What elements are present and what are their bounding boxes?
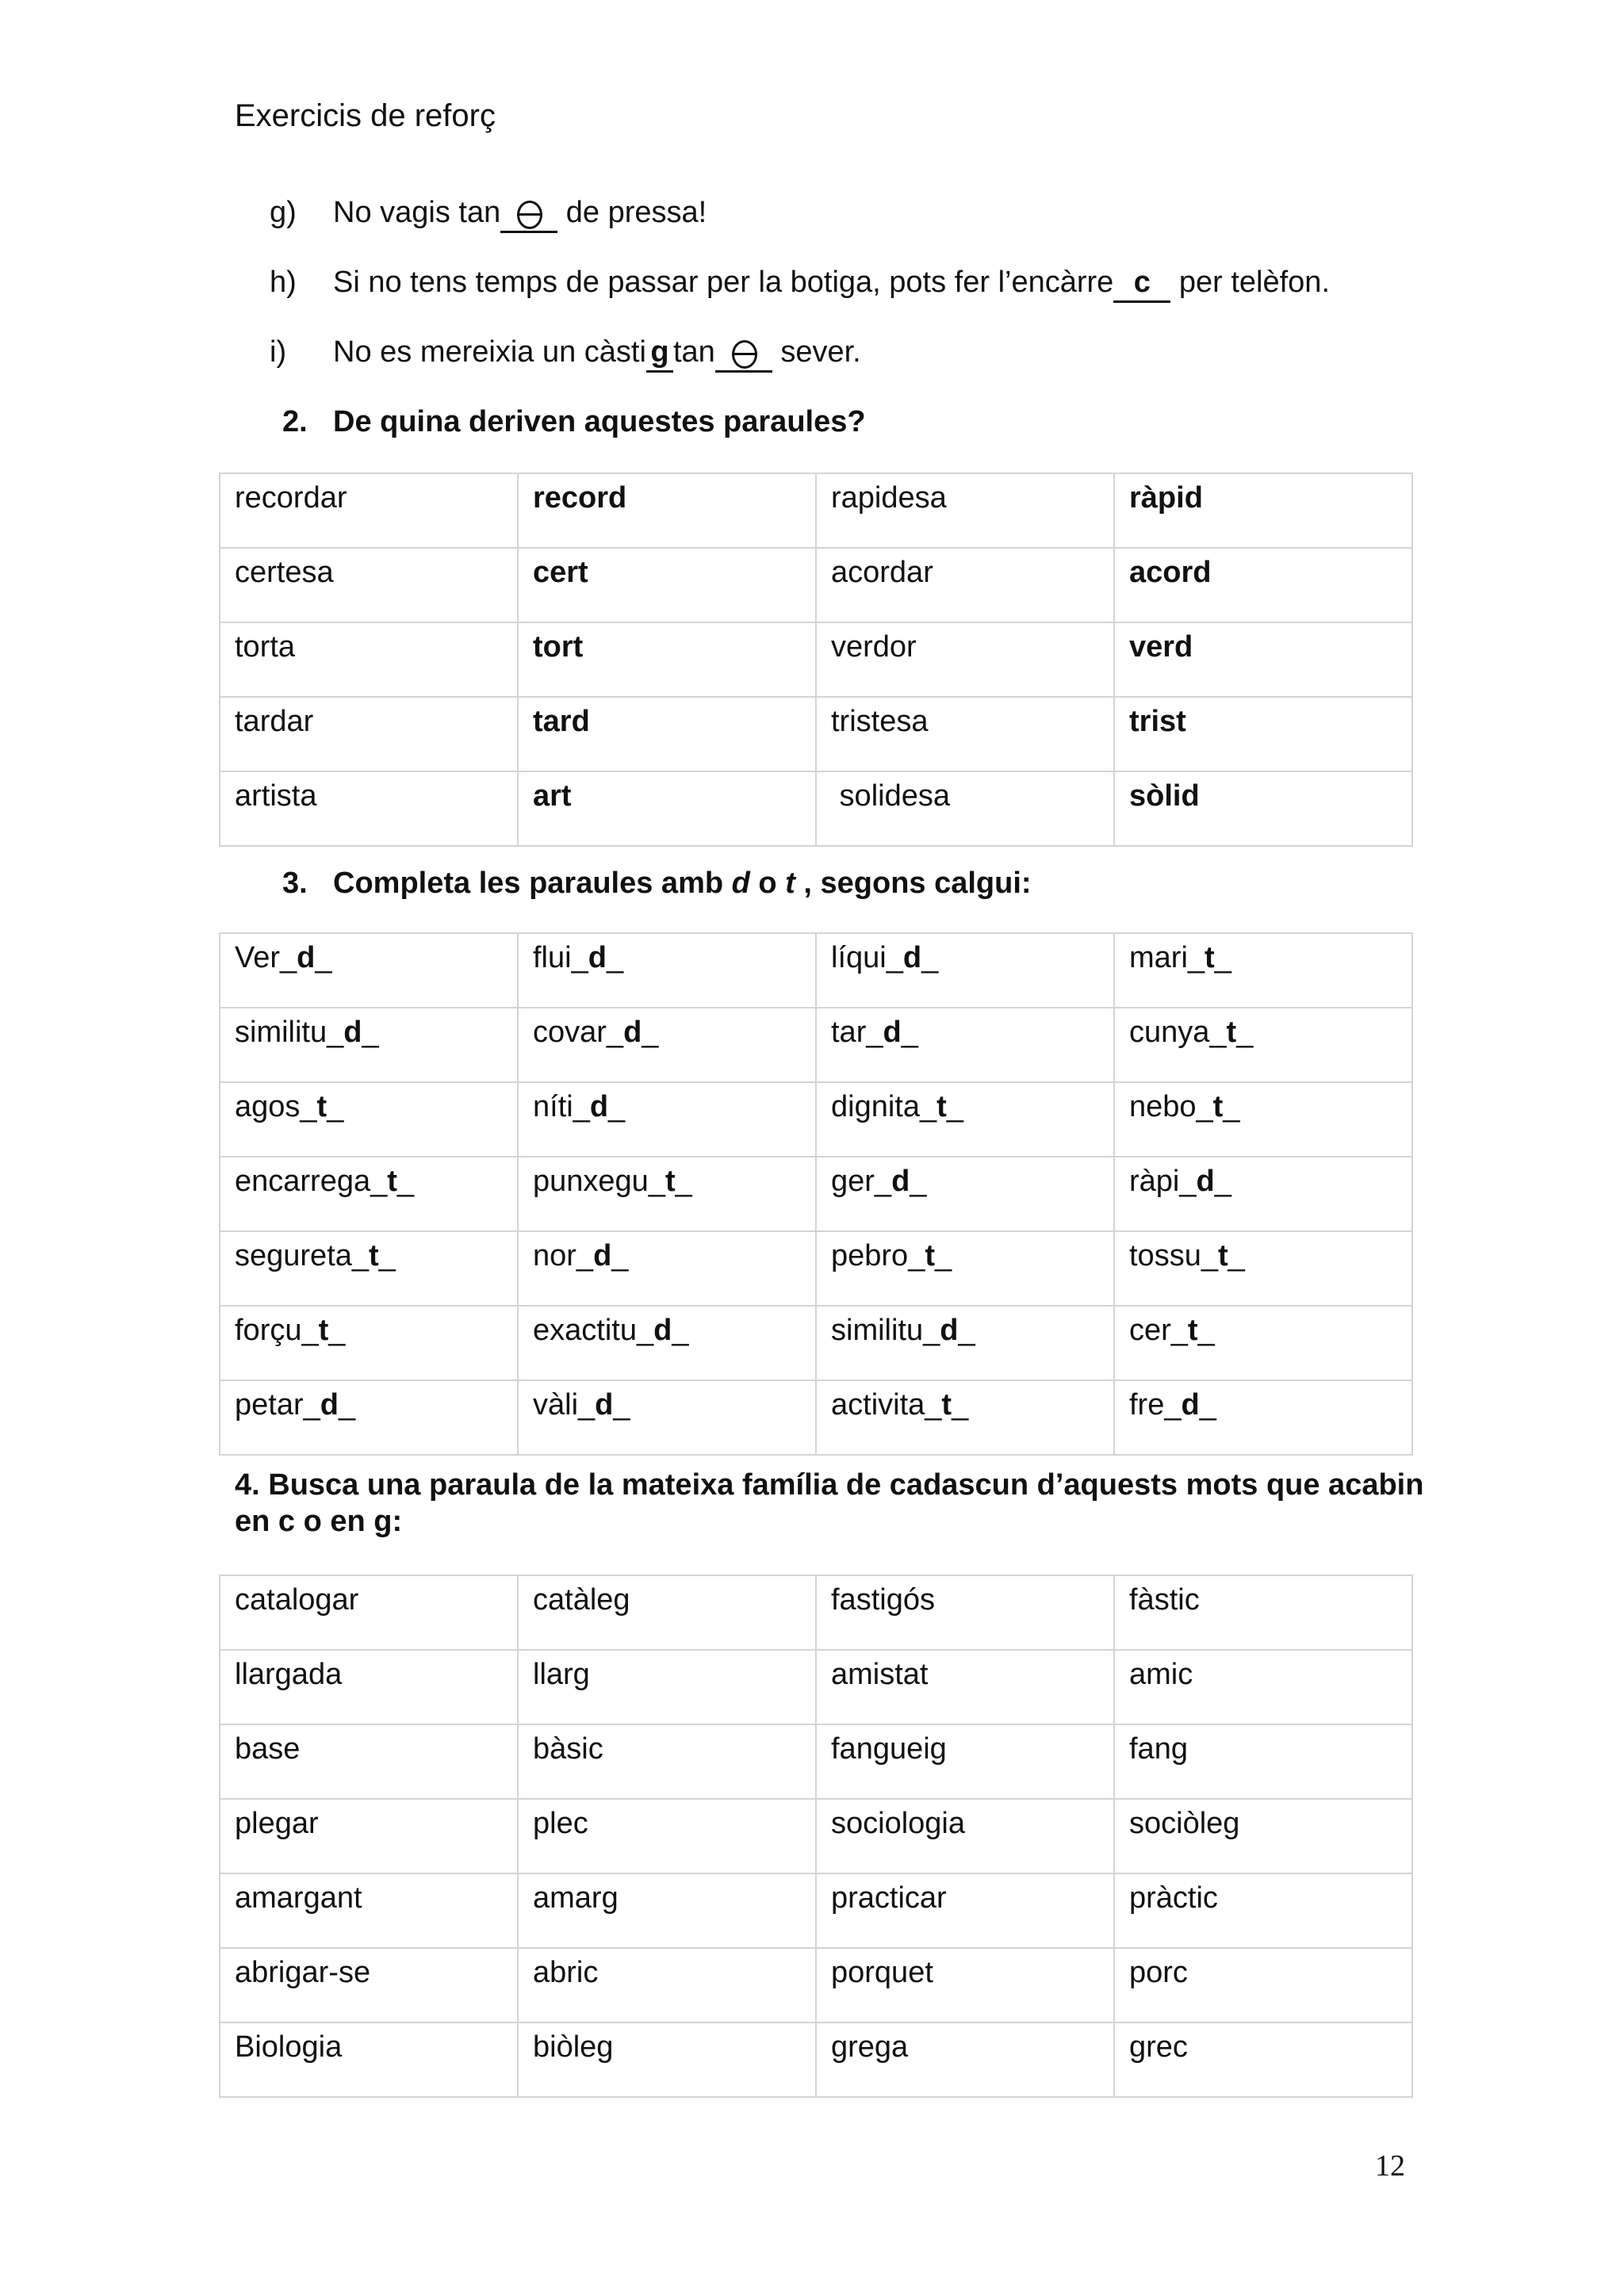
word-stem: cer_	[1129, 1314, 1188, 1347]
item-text-after: sever.	[772, 335, 861, 369]
word-cell: amargant	[220, 1873, 518, 1948]
answer-cell[interactable]: ràpid	[1114, 473, 1412, 548]
fill-word-cell[interactable]	[816, 933, 1114, 1008]
answer-letter: t	[1212, 1090, 1224, 1123]
word-stem: Ver_	[235, 941, 297, 974]
answer-letter: t	[316, 1090, 327, 1123]
word-cell: base	[220, 1724, 518, 1799]
answer-cell[interactable]: cert	[518, 548, 816, 622]
answer-cell[interactable]: fàstic	[1114, 1575, 1412, 1650]
word-stem: ger_	[831, 1165, 892, 1198]
item-text-before: Si no tens temps de passar per la botiga, pots fer l’encàrre	[333, 266, 1114, 299]
answer-cell[interactable]: amic	[1114, 1650, 1412, 1724]
table-row	[220, 1724, 1412, 1799]
table-row	[220, 473, 1412, 548]
section-number: 2.	[282, 405, 308, 438]
word-stem: cunya_	[1129, 1016, 1227, 1049]
answer-letter: d	[623, 1016, 642, 1049]
answer-cell[interactable]: tort	[518, 622, 816, 697]
word-suffix: _	[642, 1016, 659, 1049]
word-suffix: _	[362, 1016, 379, 1049]
fill-word-cell[interactable]	[220, 1306, 518, 1380]
word-suffix: _	[396, 1165, 415, 1198]
table-row	[220, 622, 1412, 697]
answer-letter: t	[369, 1239, 379, 1272]
section3-heading	[282, 864, 1032, 902]
fill-word-cell[interactable]	[1114, 1082, 1412, 1157]
answer-blank[interactable]: g	[646, 334, 673, 373]
table-row	[220, 1306, 1412, 1380]
item-text-before: No vagis tan	[333, 196, 501, 229]
table-row	[220, 1873, 1412, 1948]
section-title-a: Completa les paraules amb	[333, 867, 732, 900]
table-row	[220, 1157, 1412, 1231]
table-row	[220, 1380, 1412, 1455]
table-row	[220, 1948, 1412, 2022]
answer-cell[interactable]: trist	[1114, 697, 1412, 771]
item-text	[333, 260, 1330, 304]
table-row	[220, 1231, 1412, 1306]
word-family-table	[219, 1575, 1413, 2098]
word-cell: porquet	[816, 1948, 1114, 2022]
fill-word-cell[interactable]	[816, 1306, 1114, 1380]
word-stem: encarrega_	[235, 1165, 388, 1198]
section-title-o: o	[749, 867, 786, 900]
word-stem: petar_	[235, 1388, 320, 1422]
answer-letter: d	[343, 1016, 362, 1049]
fill-word-cell[interactable]	[220, 1157, 518, 1231]
word-suffix: _	[1223, 1090, 1240, 1123]
answer-cell[interactable]: art	[518, 771, 816, 846]
fill-word-cell[interactable]	[220, 933, 518, 1008]
empty-set-mark	[515, 201, 542, 228]
word-cell: fastigós	[816, 1575, 1114, 1650]
word-suffix: _	[1214, 941, 1231, 974]
word-suffix: _	[608, 1090, 626, 1123]
word-suffix: _	[1214, 1165, 1231, 1198]
word-suffix: _	[338, 1388, 356, 1422]
answer-blank[interactable]	[500, 194, 557, 233]
fill-word-cell[interactable]	[220, 1380, 518, 1455]
word-suffix: _	[315, 941, 332, 974]
answer-cell[interactable]: grec	[1114, 2022, 1412, 2097]
word-stem: dignita_	[831, 1090, 937, 1123]
answer-letter: t	[941, 1388, 952, 1422]
answer-letter: t	[1226, 1016, 1237, 1049]
d-or-t-table	[219, 932, 1413, 1456]
word-suffix: _	[901, 1016, 918, 1049]
word-suffix: _	[1236, 1016, 1254, 1049]
answer-cell[interactable]: verd	[1114, 622, 1412, 697]
table-row	[220, 1575, 1412, 1650]
table-row	[220, 1799, 1412, 1873]
word-cell: verdor	[816, 622, 1114, 697]
fill-word-cell[interactable]	[220, 1231, 518, 1306]
word-stem: punxegu_	[533, 1165, 665, 1198]
fill-word-cell[interactable]	[1114, 1231, 1412, 1306]
answer-letter: d	[320, 1388, 339, 1422]
answer-letter: d	[940, 1314, 959, 1347]
table-row	[220, 771, 1412, 846]
word-stem: activita_	[831, 1388, 942, 1422]
answer-letter: t	[925, 1239, 935, 1272]
table-row	[220, 697, 1412, 771]
answer-cell[interactable]: sòlid	[1114, 771, 1412, 846]
word-suffix: _	[952, 1388, 969, 1422]
table-row	[220, 1082, 1412, 1157]
word-suffix: _	[611, 1239, 629, 1272]
section-title: De quina deriven aquestes paraules?	[333, 405, 866, 438]
answer-letter: t	[1205, 941, 1215, 974]
word-suffix: _	[675, 1165, 692, 1198]
answer-letter: d	[593, 1239, 612, 1272]
answer-cell[interactable]: amarg	[518, 1873, 816, 1948]
fill-word-cell[interactable]	[518, 1008, 816, 1082]
word-suffix: _	[946, 1090, 963, 1123]
word-cell: practicar	[816, 1873, 1114, 1948]
word-stem: tossu_	[1129, 1239, 1218, 1272]
answer-letter: d	[1196, 1165, 1215, 1198]
answer-cell[interactable]: bàsic	[518, 1724, 816, 1799]
table-row	[220, 933, 1412, 1008]
answer-cell[interactable]: porc	[1114, 1948, 1412, 2022]
fill-word-cell[interactable]	[1114, 1306, 1412, 1380]
derivation-table	[219, 473, 1413, 847]
answer-letter: d	[588, 941, 607, 974]
fill-word-cell[interactable]	[518, 1380, 816, 1455]
fill-word-cell[interactable]	[1114, 1008, 1412, 1082]
fill-word-cell[interactable]	[518, 933, 816, 1008]
word-cell: amistat	[816, 1650, 1114, 1724]
answer-letter: t	[387, 1165, 397, 1198]
word-suffix: _	[921, 941, 939, 974]
answer-blank[interactable]	[715, 334, 772, 373]
page-number: 12	[1375, 2149, 1405, 2183]
section4-heading: 4. Busca una paraula de la mateixa família de cadascun d’aquests mots que acabin en c o en g:	[235, 1468, 1424, 1538]
word-stem: nor_	[533, 1239, 594, 1272]
fill-word-cell[interactable]	[518, 1157, 816, 1231]
answer-letter: d	[902, 941, 922, 974]
item-text-middle: tan	[672, 335, 715, 369]
section-title-t: t	[785, 867, 795, 900]
item-text-after: per telèfon.	[1170, 266, 1330, 299]
word-stem: vàli_	[533, 1388, 596, 1422]
table-row	[220, 548, 1412, 622]
word-suffix: _	[613, 1388, 630, 1422]
fill-word-cell[interactable]	[816, 1380, 1114, 1455]
fill-word-cell[interactable]	[518, 1231, 816, 1306]
fill-word-cell[interactable]	[220, 1082, 518, 1157]
word-suffix: _	[1197, 1314, 1215, 1347]
word-cell: sociologia	[816, 1799, 1114, 1873]
word-cell: torta	[220, 622, 518, 697]
item-text-after: de pressa!	[557, 196, 707, 229]
word-stem: flui_	[533, 941, 588, 974]
answer-letter: d	[589, 1090, 609, 1123]
word-cell: Biologia	[220, 2022, 518, 2097]
word-cell: plegar	[220, 1799, 518, 1873]
word-stem: exactitu_	[533, 1314, 654, 1347]
word-cell: fangueig	[816, 1724, 1114, 1799]
answer-letter: d	[891, 1165, 910, 1198]
fill-word-cell[interactable]	[220, 1008, 518, 1082]
item-label: i)	[270, 335, 287, 369]
word-cell: artista	[220, 771, 518, 846]
section2-heading	[282, 403, 866, 441]
section-title-d: d	[731, 867, 750, 900]
answer-letter: t	[665, 1165, 676, 1198]
word-cell: tristesa	[816, 697, 1114, 771]
word-cell: abrigar-se	[220, 1948, 518, 2022]
word-suffix: _	[606, 941, 624, 974]
word-suffix: _	[328, 1314, 346, 1347]
fill-word-cell[interactable]	[816, 1231, 1114, 1306]
table-row	[220, 1008, 1412, 1082]
word-stem: forçu_	[235, 1314, 319, 1347]
answer-cell[interactable]: plec	[518, 1799, 816, 1873]
answer-letter: t	[1187, 1314, 1198, 1347]
fill-word-cell[interactable]	[1114, 1157, 1412, 1231]
answer-letter: d	[595, 1388, 614, 1422]
item-text	[333, 330, 861, 374]
word-suffix: _	[378, 1239, 396, 1272]
page-header-title: Exercicis de reforç	[235, 98, 496, 133]
answer-cell[interactable]: biòleg	[518, 2022, 816, 2097]
answer-cell[interactable]: sociòleg	[1114, 1799, 1412, 1873]
fill-word-cell[interactable]	[816, 1157, 1114, 1231]
answer-cell[interactable]: abric	[518, 1948, 816, 2022]
answer-cell[interactable]: tard	[518, 697, 816, 771]
word-suffix: _	[910, 1165, 927, 1198]
answer-letter: d	[883, 1016, 902, 1049]
word-stem: segureta_	[235, 1239, 370, 1272]
word-cell: acordar	[816, 548, 1114, 622]
answer-cell[interactable]: llarg	[518, 1650, 816, 1724]
section-number: 3.	[282, 867, 308, 900]
word-stem: níti_	[533, 1090, 590, 1123]
fill-word-cell[interactable]	[816, 1008, 1114, 1082]
table-row	[220, 1650, 1412, 1724]
fill-word-cell[interactable]	[1114, 1380, 1412, 1455]
empty-set-mark	[730, 340, 757, 367]
word-stem: agos_	[235, 1090, 317, 1123]
word-cell: solidesa	[816, 771, 1114, 846]
answer-cell[interactable]: fang	[1114, 1724, 1412, 1799]
word-cell: rapidesa	[816, 473, 1114, 548]
answer-cell[interactable]: catàleg	[518, 1575, 816, 1650]
answer-cell[interactable]: record	[518, 473, 816, 548]
answer-letter: d	[1181, 1388, 1200, 1422]
word-stem: nebo_	[1129, 1090, 1213, 1123]
answer-letter: d	[297, 941, 316, 974]
section-title-b: , segons calgui:	[795, 867, 1032, 900]
answer-cell[interactable]: acord	[1114, 548, 1412, 622]
word-suffix: _	[672, 1314, 689, 1347]
word-cell: catalogar	[220, 1575, 518, 1650]
word-stem: covar_	[533, 1016, 624, 1049]
word-suffix: _	[934, 1239, 952, 1272]
answer-letter: d	[653, 1314, 672, 1347]
answer-letter: t	[936, 1090, 947, 1123]
fill-word-cell[interactable]	[518, 1306, 816, 1380]
word-stem: pebro_	[831, 1239, 925, 1272]
word-cell: llargada	[220, 1650, 518, 1724]
word-suffix: _	[1199, 1388, 1216, 1422]
word-cell: grega	[816, 2022, 1114, 2097]
word-suffix: _	[327, 1090, 344, 1123]
answer-letter: t	[1217, 1239, 1228, 1272]
item-label: h)	[270, 266, 297, 299]
word-stem: mari_	[1129, 941, 1205, 974]
word-stem: fre_	[1129, 1388, 1182, 1422]
word-cell: recordar	[220, 473, 518, 548]
answer-blank[interactable]: c	[1113, 264, 1170, 303]
word-suffix: _	[958, 1314, 975, 1347]
table-row	[220, 2022, 1412, 2097]
word-stem: líqui_	[831, 941, 903, 974]
word-stem: ràpi_	[1129, 1165, 1197, 1198]
fill-word-cell[interactable]	[518, 1082, 816, 1157]
fill-word-cell[interactable]	[1114, 933, 1412, 1008]
word-cell: certesa	[220, 548, 518, 622]
answer-cell[interactable]: pràctic	[1114, 1873, 1412, 1948]
fill-word-cell[interactable]	[816, 1082, 1114, 1157]
word-stem: similitu_	[235, 1016, 344, 1049]
word-suffix: _	[1228, 1239, 1245, 1272]
word-cell: tardar	[220, 697, 518, 771]
item-label: g)	[270, 196, 297, 229]
item-text-before: No es mereixia un càsti	[333, 335, 646, 369]
answer-letter: t	[318, 1314, 329, 1347]
word-stem: similitu_	[831, 1314, 940, 1347]
item-text	[333, 190, 707, 235]
word-stem: tar_	[831, 1016, 883, 1049]
